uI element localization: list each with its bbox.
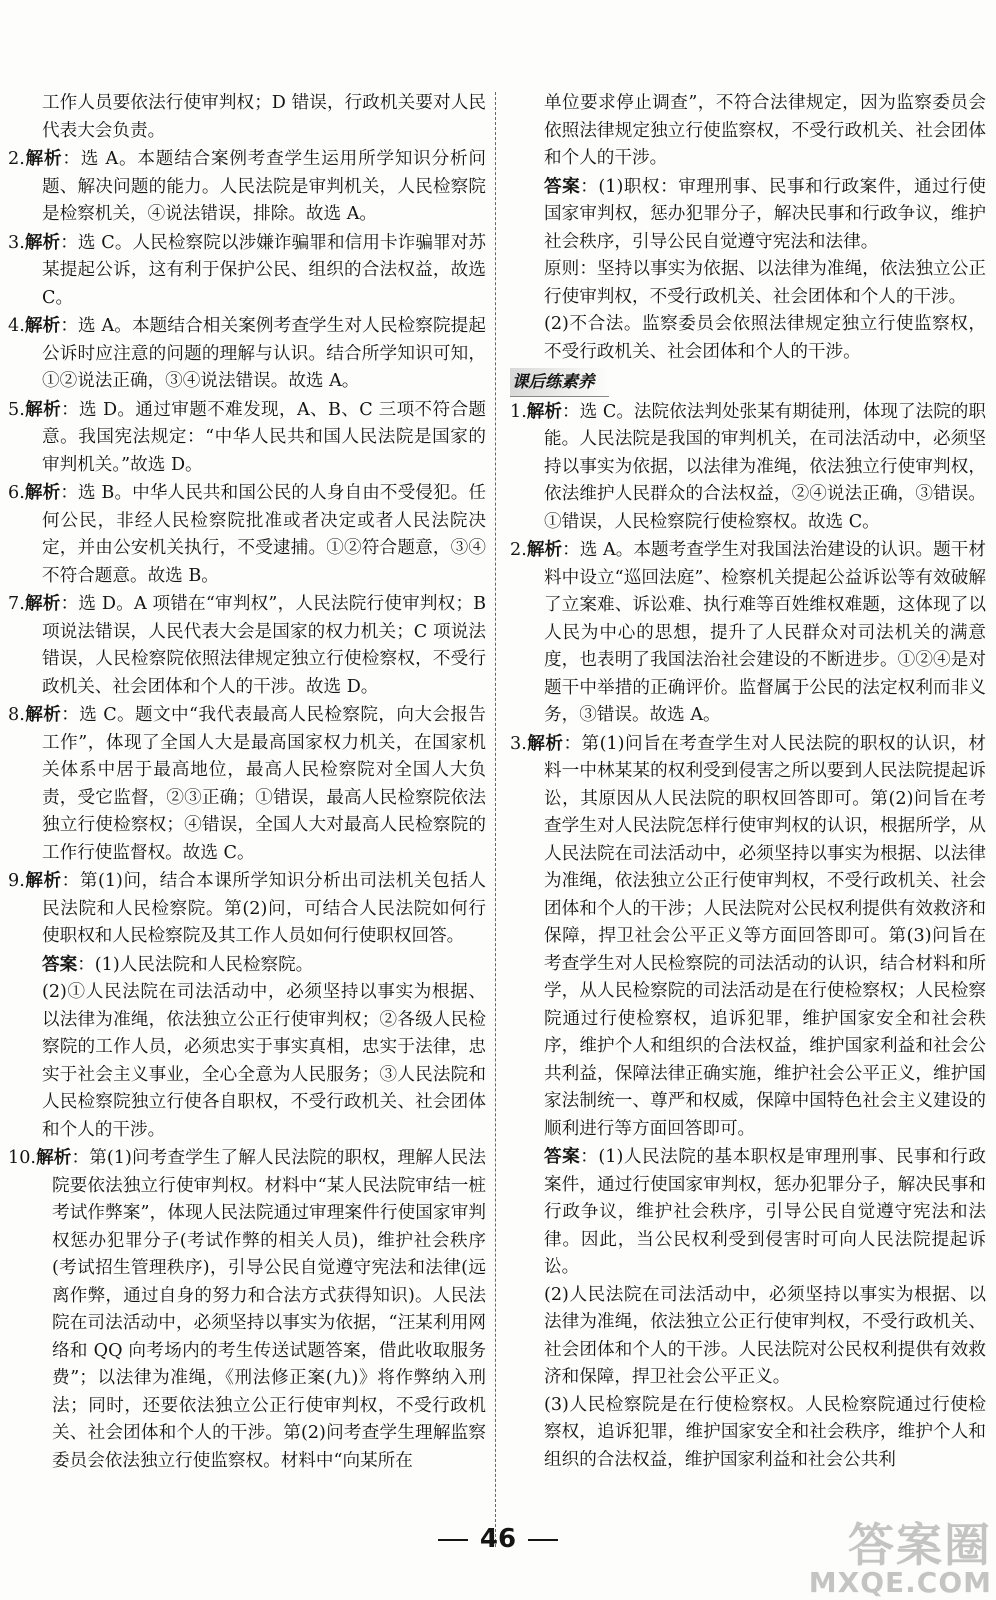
item-number: 1. (510, 401, 527, 422)
keyword-label: 答案 (42, 953, 78, 975)
paragraph (510, 1392, 986, 1475)
paragraph (8, 701, 486, 867)
keyword-label: 解析 (24, 315, 61, 336)
watermark (808, 1518, 992, 1599)
section-title: 课后练素养 (510, 368, 609, 397)
keyword-label: 解析 (526, 732, 564, 754)
item-number: 4. (8, 316, 25, 336)
paragraph (510, 398, 986, 537)
paragraph-text: 单位要求停止调查”，不符合法律规定，因为监察委员会依照法律规定独立行使监察权，不受行政机关、社会团体和个人的干涉。 (544, 93, 986, 168)
paragraph-text: (2)不合法。监察委员会依照法律规定独立行使监察权，不受行政机关、社会团体和个人的干涉。 (544, 314, 986, 362)
paragraph (510, 256, 986, 311)
item-number: 7. (8, 594, 25, 614)
keyword-label: 解析 (24, 482, 61, 503)
paragraph (8, 229, 486, 313)
keyword-label: 解析 (35, 1147, 72, 1168)
keyword-label: 解析 (24, 148, 63, 169)
paragraph (8, 951, 486, 980)
keyword-label: 解析 (526, 539, 563, 560)
paragraph-text: ：(1)人民法院的基本职权是审理刑事、民事和行政案件，通过行使国家审判权，惩办犯罪分子，解决民事和行政争议，维护社会秩序，引导公民自觉遵守宪法和法律。因此，当公民权利受到侵害时可向人民法院提起诉讼。 (544, 1147, 986, 1277)
footer-dash-right (528, 1539, 558, 1541)
paragraph-text: ：第(1)问考查学生了解人民法院的职权，理解人民法院要依法独立行使审判权。材料中“某人民法院审结一桩考试作弊案”，体现人民法院通过审理案件行使国家审判权惩办犯罪分子(考试作弊的相关人员)，维护社会秩序(考试招生管理秩序)，引导公民自觉遵守宪法和法律(远离作弊，通过自身的努力和合法方式获得知识)。人民法院在司法活动中，必须坚持以事实为依据，“汪某利用网络和 QQ 向考场内的考生传送试题答案，借此收取服务费”；以法律为准绳，《刑法修正案(九)》将作弊纳入刑法；同时，还要依法独立公正行使审判权，不受行政机关、社会团体和个人的干涉。第(2)问考查学生理解监察委员会依法独立行使监察权。材料中“向某所在 (52, 1148, 486, 1471)
paragraph-text: ：选 C。人民检察院以涉嫌诈骗罪和信用卡诈骗罪对苏某提起公诉，这有利于保护公民、组织的合法权益，故选 C。 (42, 232, 486, 308)
paragraph-text: (2)人民法院在司法活动中，必须坚持以事实为根据、以法律为准绳，依法独立公正行使审判权，不受行政机关、社会团体和个人的干涉。人民法院对公民权利提供有效救济和保障，捍卫社会公平正义。 (544, 1284, 986, 1387)
keyword-label: 答案 (544, 1146, 581, 1167)
paragraph-text: 工作人员要依法行使审判权；D 错误，行政机关要对人民代表大会负责。 (42, 93, 486, 141)
column-divider (495, 92, 496, 1547)
item-number: 6. (8, 483, 25, 503)
paragraph (8, 396, 486, 480)
paragraph-text: ：选 C。题文中“我代表最高人民检察院，向大会报告工作”，体现了全国人大是最高国家权力机关，在国家机关体系中居于最高地位，最高人民检察院对全国人大负责，受它监督，②③正确；①错误，最高人民检察院依法独立行使检察权；④错误，全国人大对最高人民检察院的工作行使监督权。故选 C。 (42, 705, 486, 863)
paragraph (8, 90, 486, 145)
paragraph (510, 536, 986, 730)
paragraph-text: (2)①人民法院在司法活动中，必须坚持以事实为根据、以法律为准绳，依法独立公正行使审判权；②各级人民检察院的工作人员，必须忠实于事实真相，忠实于法律，忠实于社会主义事业，全心全意为人民服务；③人民法院和人民检察院独立行使各自职权，不受行政机关、社会团体和个人的干涉。 (42, 982, 486, 1140)
paragraph-text: 原则：坚持以事实为依据、以法律为准绳，依法独立公正行使审判权，不受行政机关、社会团体和个人的干涉。 (544, 259, 986, 307)
paragraph (8, 479, 486, 590)
item-number: 5. (8, 399, 25, 420)
left-column (8, 90, 486, 1475)
item-number: 10. (8, 1148, 36, 1168)
footer-dash-left (438, 1539, 468, 1541)
item-number: 8. (8, 705, 25, 725)
keyword-label: 解析 (24, 870, 62, 891)
item-number: 2. (510, 540, 527, 560)
paragraph (8, 979, 486, 1144)
page-number: 46 (479, 1524, 517, 1554)
paragraph (510, 90, 986, 173)
paragraph (8, 312, 486, 396)
paragraph-text: ：选 A。本题结合相关案例考查学生对人民检察院提起公诉时应注意的问题的理解与认识。结合所学知识可知，①②说法正确，③④说法错误。故选 A。 (42, 316, 486, 391)
paragraph (8, 1144, 486, 1475)
paragraph (510, 1282, 986, 1392)
paragraph (510, 173, 986, 257)
paragraph-text: ：(1)职权：审理刑事、民事和行政案件，通过行使国家审判权，惩办犯罪分子，解决民事和行政争议，维护社会秩序，引导公民自觉遵守宪法和法律。 (544, 176, 986, 252)
paragraph-text: ：第(1)问，结合本课所学知识分析出司法机关包括人民法院和人民检察院。第(2)问，可结合人民法院如何行使职权和人民检察院及其工作人员如何行使职权回答。 (42, 871, 486, 946)
item-number: 9. (8, 871, 25, 891)
paragraph-text: (3)人民检察院是在行使检察权。人民检察院通过行使检察权，追诉犯罪，维护国家安全和社会秩序，维护个人和组织的合法权益，维护国家利益和社会公共利 (544, 1394, 986, 1470)
keyword-label: 解析 (526, 400, 563, 422)
paragraph (8, 590, 486, 701)
paragraph (510, 311, 986, 366)
paragraph (8, 867, 486, 951)
item-number: 2. (8, 149, 25, 169)
paragraph-text: ：选 D。A 项错在“审判权”，人民法院行使审判权；B 项说法错误，人民代表大会是国家的权力机关；C 项说法错误，人民检察院依照法律规定独立行使检察权，不受行政机关、社会团体和个人的干涉。故选 D。 (42, 594, 486, 697)
paragraph-text: ：选 C。法院依法判处张某有期徒刑，体现了法院的职能。人民法院是我国的审判机关，在司法活动中，必须坚持以事实为依据，以法律为准绳，依法独立行使审判权，依法维护人民群众的合法权益，②④说法正确，③错误。①错误，人民检察院行使检察权。故选 C。 (544, 401, 986, 532)
right-top-block (510, 90, 986, 366)
watermark-url: MXQE.COM (808, 1566, 992, 1599)
paragraph (510, 730, 986, 1144)
keyword-label: 解析 (24, 704, 62, 725)
item-number: 3. (510, 733, 527, 754)
paragraph-text: ：选 B。中华人民共和国公民的人身自由不受侵犯。任何公民，非经人民检察院批准或者决定或者人民法院决定，并由公安机关执行，不受逮捕。①②符合题意，③④不符合题意。故选 B。 (42, 483, 486, 586)
right-bottom-block (510, 398, 986, 1475)
keyword-label: 解析 (24, 593, 61, 614)
paragraph-text: ：选 D。通过审题不难发现，A、B、C 三项不符合题意。我国宪法规定：“中华人民共和国人民法院是国家的审判机关。”故选 D。 (42, 399, 486, 475)
item-number: 3. (8, 232, 25, 253)
paragraph (510, 1143, 986, 1282)
paragraph (8, 145, 486, 229)
paragraph-text: ：选 A。本题考查学生对我国法治建设的认识。题干材料中设立“巡回法庭”、检察机关提起公益诉讼等有效破解了立案难、诉讼难、执行难等百姓维权难题，这体现了以人民为中心的思想，提升了人民群众对司法机关的满意度，也表明了我国法治社会建设的不断进步。①②④是对题干中举措的正确评价。监督属于公民的法定权利而非义务，③错误。故选 A。 (544, 540, 986, 725)
keyword-label: 解析 (24, 398, 62, 420)
paragraph-text: ：第(1)问旨在考查学生对人民法院的职权的认识，材料一中林某某的权利受到侵害之所以要到人民法院提起诉讼，其原因从人民法院的职权回答即可。第(2)问旨在考查学生对人民法院怎样行使审判权的认识，根据所学，从人民法院在司法活动中，必须坚持以事实为根据、以法律为准绳，依法独立公正行使审判权，不受行政机关、社会团体和个人的干涉；人民法院对公民权利提供有效救济和保障，捍卫社会公平正义等方面回答即可。第(3)问旨在考查学生对人民检察院的司法活动的认识，结合材料和所学，从人民检察院的司法活动是在行使检察权；人民检察院通过行使检察权，追诉犯罪，维护国家安全和社会秩序，维护个人和组织的合法权益，维护国家利益和社会公共利益，保障法律正确实施，维护社会公平正义，维护国家法制统一、尊严和权威，保障中国特色社会主义建设的顺利进行等方面回答即可。 (544, 733, 986, 1139)
right-column (510, 90, 986, 1474)
watermark-logo: 答案圈 (848, 1518, 992, 1572)
paragraph-text: ：选 A。本题结合案例考查学生运用所学知识分析问题、解决问题的能力。人民法院是审判机关，人民检察院是检察机关，④说法错误，排除。故选 A。 (42, 149, 486, 224)
keyword-label: 解析 (24, 231, 61, 253)
keyword-label: 答案 (544, 175, 581, 197)
paragraph-text: ：(1)人民法院和人民检察院。 (77, 954, 314, 975)
